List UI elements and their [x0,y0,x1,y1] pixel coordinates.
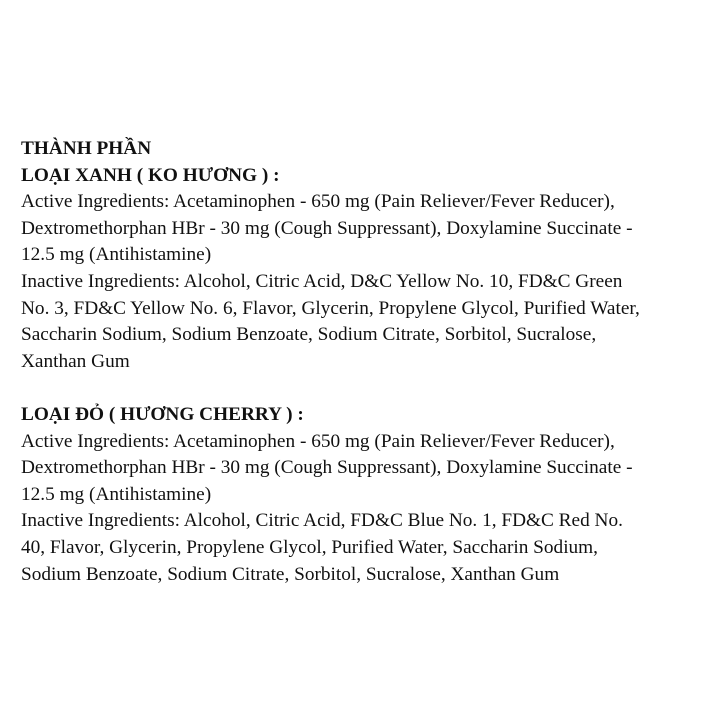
green-inactive-line-1: Inactive Ingredients: Alcohol, Citric Acid, D&C Yellow No. 10, FD&C Green [21,270,623,292]
green-inactive-line-3: Saccharin Sodium, Sodium Benzoate, Sodium Citrate, Sorbitol, Sucralose, [21,324,597,346]
green-inactive-line-2: No. 3, FD&C Yellow No. 6, Flavor, Glycerin, Propylene Glycol, Purified Water, [21,297,640,319]
document-heading: THÀNH PHẦN [21,138,152,159]
green-inactive-line-4: Xanthan Gum [21,350,130,372]
red-active-line-2: Dextromethorphan HBr - 30 mg (Cough Suppressant), Doxylamine Succinate - [21,457,633,479]
red-inactive-line-1: Inactive Ingredients: Alcohol, Citric Acid, FD&C Blue No. 1, FD&C Red No. [21,510,623,532]
ingredients-document [21,136,721,588]
red-inactive-line-3: Sodium Benzoate, Sodium Citrate, Sorbitol, Sucralose, Xanthan Gum [21,563,560,585]
red-active-line-1: Active Ingredients: Acetaminophen - 650 mg (Pain Reliever/Fever Reducer), [21,430,615,452]
green-active-line-2: Dextromethorphan HBr - 30 mg (Cough Suppressant), Doxylamine Succinate - [21,217,633,239]
section-red [21,402,721,588]
red-inactive-line-2: 40, Flavor, Glycerin, Propylene Glycol, Purified Water, Saccharin Sodium, [21,536,599,558]
section-title-red: LOẠI ĐỎ ( HƯƠNG CHERRY ) : [21,403,304,425]
green-active-line-3: 12.5 mg (Antihistamine) [21,244,212,266]
green-active-line-1: Active Ingredients: Acetaminophen - 650 mg (Pain Reliever/Fever Reducer), [21,191,615,213]
section-spacer [21,375,721,402]
section-title-green: LOẠI XANH ( KO HƯƠNG ) : [21,164,280,186]
section-green [21,163,721,376]
red-active-line-3: 12.5 mg (Antihistamine) [21,483,212,505]
